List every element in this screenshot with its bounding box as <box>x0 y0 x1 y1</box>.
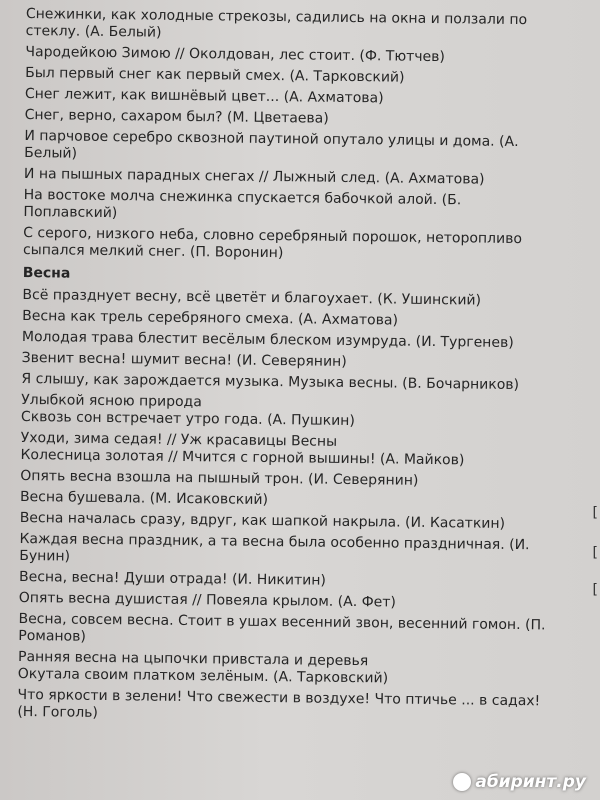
quote-line: Весна как трель серебряного смеха. (А. Ахматова) <box>22 307 399 329</box>
watermark-text: абиринт.ру <box>475 772 586 792</box>
quote-line: Весна, весна! Души отрада! (И. Никитин) <box>18 568 326 589</box>
quote-line: Был первый снег как первый смех. (А. Тарковский) <box>25 64 405 86</box>
edge-mark: [ <box>592 505 598 521</box>
quote-line: На востоке молча снежинка спускается бабочкой алой. (Б. Поплавский) <box>23 186 462 222</box>
watermark <box>453 772 586 792</box>
quote-line: Сквозь сон встречает утро года. (А. Пушкин) <box>20 408 355 430</box>
edge-mark: [ <box>592 545 598 561</box>
quote-line: Уходи, зима седая! // Уж красавицы Весны <box>20 429 338 450</box>
quote-line: Ранняя весна на цыпочки привстала и деревья <box>17 648 369 670</box>
quote-line: Чародейкою Зимою // Околдован, лес стоит. (Ф. Тютчев) <box>25 43 446 66</box>
quote-line: И парчовое серебро сквозной паутиной опутало улицы и дома. (А. Белый) <box>24 127 519 162</box>
quote-line: Окутала своим платком зелёным. (А. Тарковский) <box>17 665 389 687</box>
quote-line: Молодая трава блестит весёлым блеском изумруда. (И. Тургенев) <box>21 328 514 351</box>
quote-line: Я слышу, как зарождается музыка. Музыка весны. (В. Бочарников) <box>21 370 520 394</box>
quote-line: Звенит весна! шумит весна! (И. Северянин) <box>21 349 347 370</box>
quote-line: Весна, совсем весна. Стоит в ушах весенний звон, весенний гомон. (П. Романов) <box>18 610 546 645</box>
section-heading: Весна <box>22 264 71 282</box>
quote-line: Снег, верно, сахаром был? (М. Цветаева) <box>24 106 329 127</box>
quote-line: Весна началась сразу, вдруг, как шапкой накрыла. (И. Касаткин) <box>19 509 506 532</box>
quote-line: Опять весна взошла на пышный трон. (И. Северянин) <box>20 467 419 489</box>
quote-line: Опять весна душистая // Повеяла крылом. (А. Фет) <box>18 589 397 611</box>
quote-line: Весна бушевала. (М. Исаковский) <box>19 488 269 508</box>
quote-line: Что яркости в зелени! Что свежести в воздухе! Что птичье ... в садах! (Н. Гоголь) <box>17 686 541 721</box>
quote-list <box>17 6 561 731</box>
quote-line: Улыбкой ясною природа <box>21 391 202 411</box>
quote-line: С серого, низкого неба, словно серебряный порошок, неторопливо сыпался мелкий снег. (П. Воронин) <box>22 224 523 262</box>
quote-line: Снег лежит, как вишнёвый цвет... (А. Ахматова) <box>24 85 384 107</box>
quote-line: Каждая весна праздник, а та весна была особенно праздничная. (И. Бунин) <box>19 530 530 565</box>
edge-mark: [ <box>592 582 598 598</box>
labirint-logo-icon <box>453 773 471 791</box>
quote-line: Всё празднует весну, всё цветёт и благоухает. (К. Ушинский) <box>22 286 482 309</box>
quote-line: И на пышных парадных снегах // Лыжный след. (А. Ахматова) <box>23 165 485 188</box>
quote-line: Колесница золотая // Мчится с горной вышины! (А. Майков) <box>20 446 465 469</box>
quote-line: Снежинки, как холодные стрекозы, садились на окна и ползали по стеклу. (А. Белый) <box>25 6 528 41</box>
